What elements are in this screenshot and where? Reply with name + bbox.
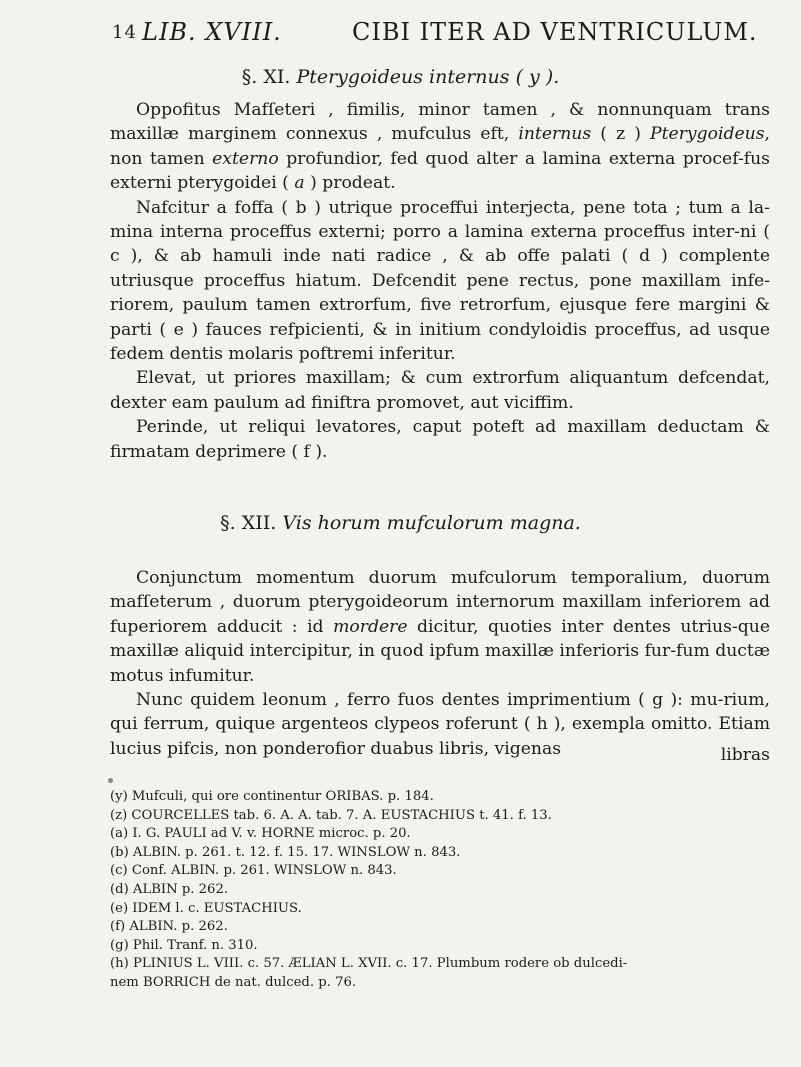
running-title: CIBI ITER AD VENTRICULUM.	[352, 18, 758, 46]
footnotes	[110, 788, 776, 993]
page-number: 14	[112, 22, 137, 43]
footnote: (h) PLINIUS L. VIII. c. 57. ÆLIAN L. XVII. c. 17. Plumbum rodere ob dulcedi-	[110, 956, 628, 972]
paragraph: Nafcitur a foffa ( b ) utrique proceffui interjecta, pene tota ; tum a la-mina interna proceffus externi; porro a lamina externa proceffus inter-ni ( c ), & ab hamuli inde nati radice , & ab offe palati ( d ) complente utriusque proceffus hiatum. Defcendit pene rectus, pone maxillam infe-riorem, paulum tamen extrorfum, five retrorfum, ejusque fere margini & parti ( e ) fauces refpicienti, & in initium condyloidis proceffus, ad usque fedem dentis molaris poftremi inferitur.	[110, 197, 770, 365]
section-title: Vis horum mufculorum magna.	[282, 512, 581, 534]
footnote: (e) IDEM l. c. EUSTACHIUS.	[110, 900, 302, 916]
ornament-dot	[108, 778, 113, 783]
book-number: LIB. XVIII.	[142, 18, 282, 46]
footnote: (z) COURCELLES tab. 6. A. A. tab. 7. A. EUSTACHIUS t. 41. f. 13.	[110, 807, 552, 823]
section-12-body	[110, 566, 770, 761]
paragraph: Elevat, ut priores maxillam; & cum extrorfum aliquantum defcendat, dexter eam paulum ad finiftra promovet, aut viciffim.	[110, 368, 770, 413]
footnote: (a) I. G. PAULI ad V. v. HORNE microc. p. 20.	[110, 826, 411, 842]
paragraph: Perinde, ut reliqui levatores, caput poteft ad maxillam deductam & firmatam deprimere ( f ).	[110, 417, 770, 462]
paragraph: Nunc quidem leonum , ferro fuos dentes imprimentium ( g ): mu-rium, qui ferrum, quique argenteos clypeos roferunt ( h ), exempla omitto. Etiam lucius pifcis, non ponderofior duabus libris, vigenas	[110, 690, 770, 759]
footnote: (c) Conf. ALBIN. p. 261. WINSLOW n. 843.	[110, 863, 397, 879]
footnote: (f) ALBIN. p. 262.	[110, 919, 228, 935]
section-number: §. XI.	[241, 66, 291, 88]
section-number: §. XII.	[220, 512, 277, 534]
footnote: nem BORRICH de nat. dulced. p. 76.	[110, 974, 357, 990]
section-heading-12	[0, 512, 801, 534]
footnote: (d) ALBIN p. 262.	[110, 881, 229, 897]
footnote: (y) Mufculi, qui ore continentur ORIBAS. p. 184.	[110, 789, 434, 804]
catchword: libras	[720, 745, 770, 765]
section-heading-11	[0, 66, 801, 88]
paragraph: Conjunctum momentum duorum mufculorum temporalium, duorum mafſeterum , duorum pterygoideorum internorum maxillam inferiorem ad fuperiorem adducit : id mordere dicitur, quoties inter dentes utrius-que maxillæ aliquid intercipitur, in quod ipfum maxillæ inferioris fur-fum ductæ motus infumitur.	[110, 568, 770, 686]
footnote: (b) ALBIN. p. 261. t. 12. f. 15. 17. WINSLOW n. 843.	[110, 844, 461, 860]
paragraph: Oppofitus Mafſeteri , fimilis, minor tamen , & nonnunquam trans maxillæ marginem connexus , mufculus eft, internus ( z ) Pterygoideus, non tamen externo profundior, fed quod alter a lamina externa procef-fus externi pterygoidei ( a ) prodeat.	[110, 100, 770, 194]
running-head	[112, 18, 772, 52]
section-title: Pterygoideus internus ( y ).	[296, 66, 560, 88]
section-11-body	[110, 98, 770, 464]
footnote: (g) Phil. Tranf. n. 310.	[110, 937, 258, 953]
